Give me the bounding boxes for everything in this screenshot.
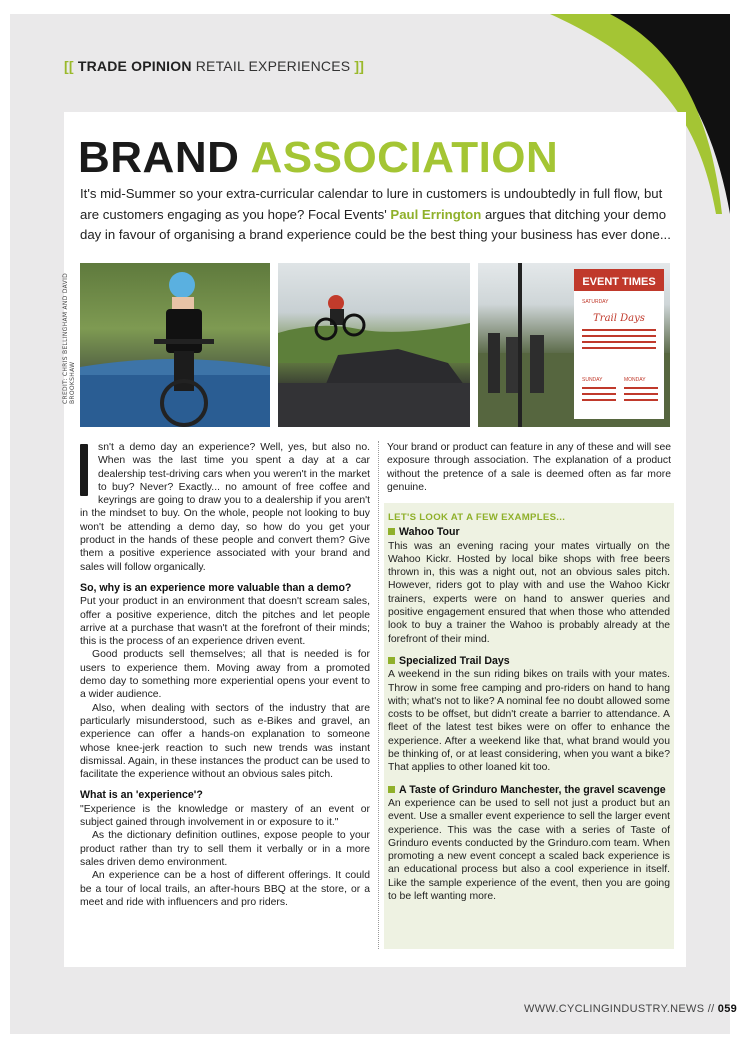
section-header [64, 58, 364, 74]
sign-day-monday: MONDAY [624, 377, 646, 383]
body-paragraph: An experience can be a host of different offerings. It could be a tour of local trails, an after-hours BBQ at the store, or a meet and ride with influencers and pro riders. [80, 870, 370, 908]
photo-event-sign [478, 263, 670, 427]
header-close-bracket: ]] [354, 58, 365, 74]
article-column-left [80, 441, 370, 909]
article-title [78, 132, 558, 184]
example-title: Specialized Trail Days [399, 654, 510, 667]
example-text: This was an evening racing your mates virtually on the Wahoo Kickr. Hosted by local bike shops with free beers thrown in, this was a night out, not an obvious sales pitch. However, riders got to play with and use the Wahoo Kickr trainers, experts were on hand to answer queries and positive engagement ensured that when those who attended look to buy a trainer the Wahoo is probably already at the forefront of their mind. [388, 540, 670, 645]
sign-day-saturday: SATURDAY [582, 299, 609, 305]
examples-lead: LET'S LOOK AT A FEW EXAMPLES... [388, 512, 566, 523]
jump-rider-illustration [278, 263, 470, 427]
photo-kid-rider [80, 263, 270, 427]
example-heading [388, 784, 670, 797]
event-sign-illustration [478, 263, 670, 427]
footer-site: WWW.CYCLINGINDUSTRY.NEWS [524, 1003, 705, 1015]
title-part-association: ASSOCIATION [250, 133, 559, 182]
page-footer [524, 1003, 737, 1015]
article-column-right [387, 441, 671, 494]
page-number: 059 [717, 1003, 738, 1015]
example-text: An experience can be used to sell not just a product but an event. Use a smaller event experience to sell the larger event experience. This was the case with a series of Taste of Grinduro events conducted by the Grinduro.com team. When promoting a new event concept a scaled back experience is an educational process but also a cool experience in itself. Like the sample experience of the event, then you are going to be left wanting more. [388, 797, 670, 903]
standfirst-before: It's mid-Summer so your extra-curricular calendar to lure in customers is undoubtedly in full flow, but are customers engaging as you hope? Focal Events' [80, 186, 663, 222]
author-name: Paul Errington [390, 206, 482, 222]
example-text: A weekend in the sun riding bikes on trails with your mates. Throw in some free camping and pro-riders on hand to hang with; what's not to like? A nominal fee no doubt allowed some costs to be offset, but didn't create a barrier to attendance. A fleet of the latest test bikes were on offer to enhance the experience. After a weekend like that, what brand would you be thinking of, or at least considering, when you want a bike? That applies to other loaned kit too. [388, 669, 670, 774]
sign-brand: Trail Days [593, 313, 645, 324]
definition-quote: "Experience is the knowledge or mastery of an event or subject gained through involvement in or exposure to it." [80, 803, 370, 829]
sign-day-sunday: SUNDAY [582, 377, 603, 383]
subheading-why-experience: So, why is an experience more valuable than a demo? [80, 581, 352, 594]
example-title: A Taste of Grinduro Manchester, the gravel scavenge [399, 783, 666, 796]
header-open-bracket: [[ [64, 58, 74, 74]
header-section: TRADE OPINION [77, 58, 192, 74]
green-square-bullet-icon [388, 657, 395, 664]
photo-credit: CREDIT: CHRIS BELLINGHAM AND DAVID BROOKSHAW [62, 272, 76, 404]
examples-box-content [388, 511, 670, 903]
body-paragraph: As the dictionary definition outlines, expose people to your product rather than try to sell them it verbally or in a more sales driven demo environment. [80, 830, 370, 868]
green-square-bullet-icon [388, 786, 395, 793]
body-text: sn't a demo day an experience? Well, yes, but also no. When was the last time you spent a day at a car dealership test-driving cars when you weren't in the market to buy? Never? Exactly... no amount of free coffee and keyrings are going to draw you to a dealership if you aren't in the mindset to buy. On the whole, people not looking to buy won't be attending a demo day, so how do you get your product in the hands of these people and convert them? Give them a positive experience associated with your brand and sales will follow organically. [80, 442, 370, 573]
examples-box [384, 503, 674, 949]
body-paragraph: Put your product in an environment that doesn't scream sales, offer a positive experience, ditch the pitches and let people arrive at a purchase that wasn't at the forefront of their minds; this is the process of an experience driven event. [80, 596, 370, 648]
standfirst [80, 184, 676, 246]
body-paragraph: Also, when dealing with sectors of the industry that are particularly misunderstood, such as e-Bikes and gravel, an experience can offer a hands-on explanation to someone whose knee-jerk reaction to such new trends was instant dismissal. Again, in these instances the product can be used to facilitate the experience without an obvious sales pitch. [80, 702, 370, 781]
green-square-bullet-icon [388, 528, 395, 535]
body-paragraph: Good products sell themselves; all that is needed is for users to experience them. Moving away from a promoted demo day to something more experiential opens your event to a wider audience. [80, 649, 370, 701]
body-paragraph: Your brand or product can feature in any of these and will see exposure through association. The explanation of a product without the pretence of a sale is deemed often as far more genuine. [387, 442, 671, 493]
subheading-what-is-experience: What is an 'experience'? [80, 789, 203, 802]
example-title: Wahoo Tour [399, 526, 460, 539]
example-heading [388, 655, 670, 668]
kid-rider-illustration [80, 263, 270, 427]
column-divider [378, 441, 379, 949]
standfirst-after: argues that ditching your demo day in favour of organising a brand experience could be the best thing your business has ever done... [80, 206, 671, 242]
header-subsection: RETAIL EXPERIENCES [195, 58, 351, 74]
drop-cap-i [80, 444, 88, 496]
photo-jump-rider [278, 263, 470, 427]
example-heading [388, 526, 670, 539]
title-part-brand: BRAND [78, 133, 240, 182]
body-paragraph [80, 441, 370, 574]
footer-separator: // [707, 1003, 715, 1015]
sign-title: EVENT TIMES [582, 276, 656, 288]
